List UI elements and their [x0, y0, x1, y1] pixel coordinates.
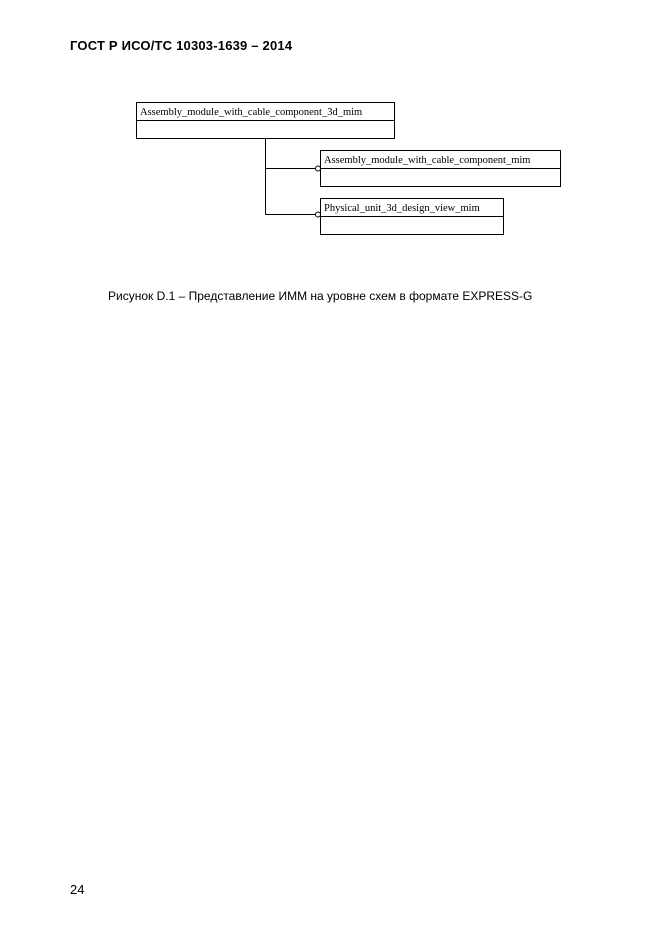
document-header: ГОСТ Р ИСО/ТС 10303-1639 – 2014 [70, 38, 293, 53]
schema-connectors [266, 139, 316, 215]
schema-box-child-2 [321, 199, 504, 235]
schema-label-child-2: Physical_unit_3d_design_view_mim [324, 203, 480, 214]
schema-label-child-1: Assembly_module_with_cable_component_mim [324, 155, 531, 166]
figure-caption: Рисунок D.1 – Представление ИММ на уровне схем в формате EXPRESS-G [108, 289, 533, 303]
schema-label-parent: Assembly_module_with_cable_component_3d_mim [140, 107, 363, 118]
schema-box-child-1 [321, 151, 561, 187]
reference-circle-2 [316, 212, 321, 217]
reference-circle-1 [316, 166, 321, 171]
express-g-schema-diagram [0, 0, 661, 260]
schema-box-parent [137, 103, 395, 139]
page-number: 24 [70, 882, 85, 897]
